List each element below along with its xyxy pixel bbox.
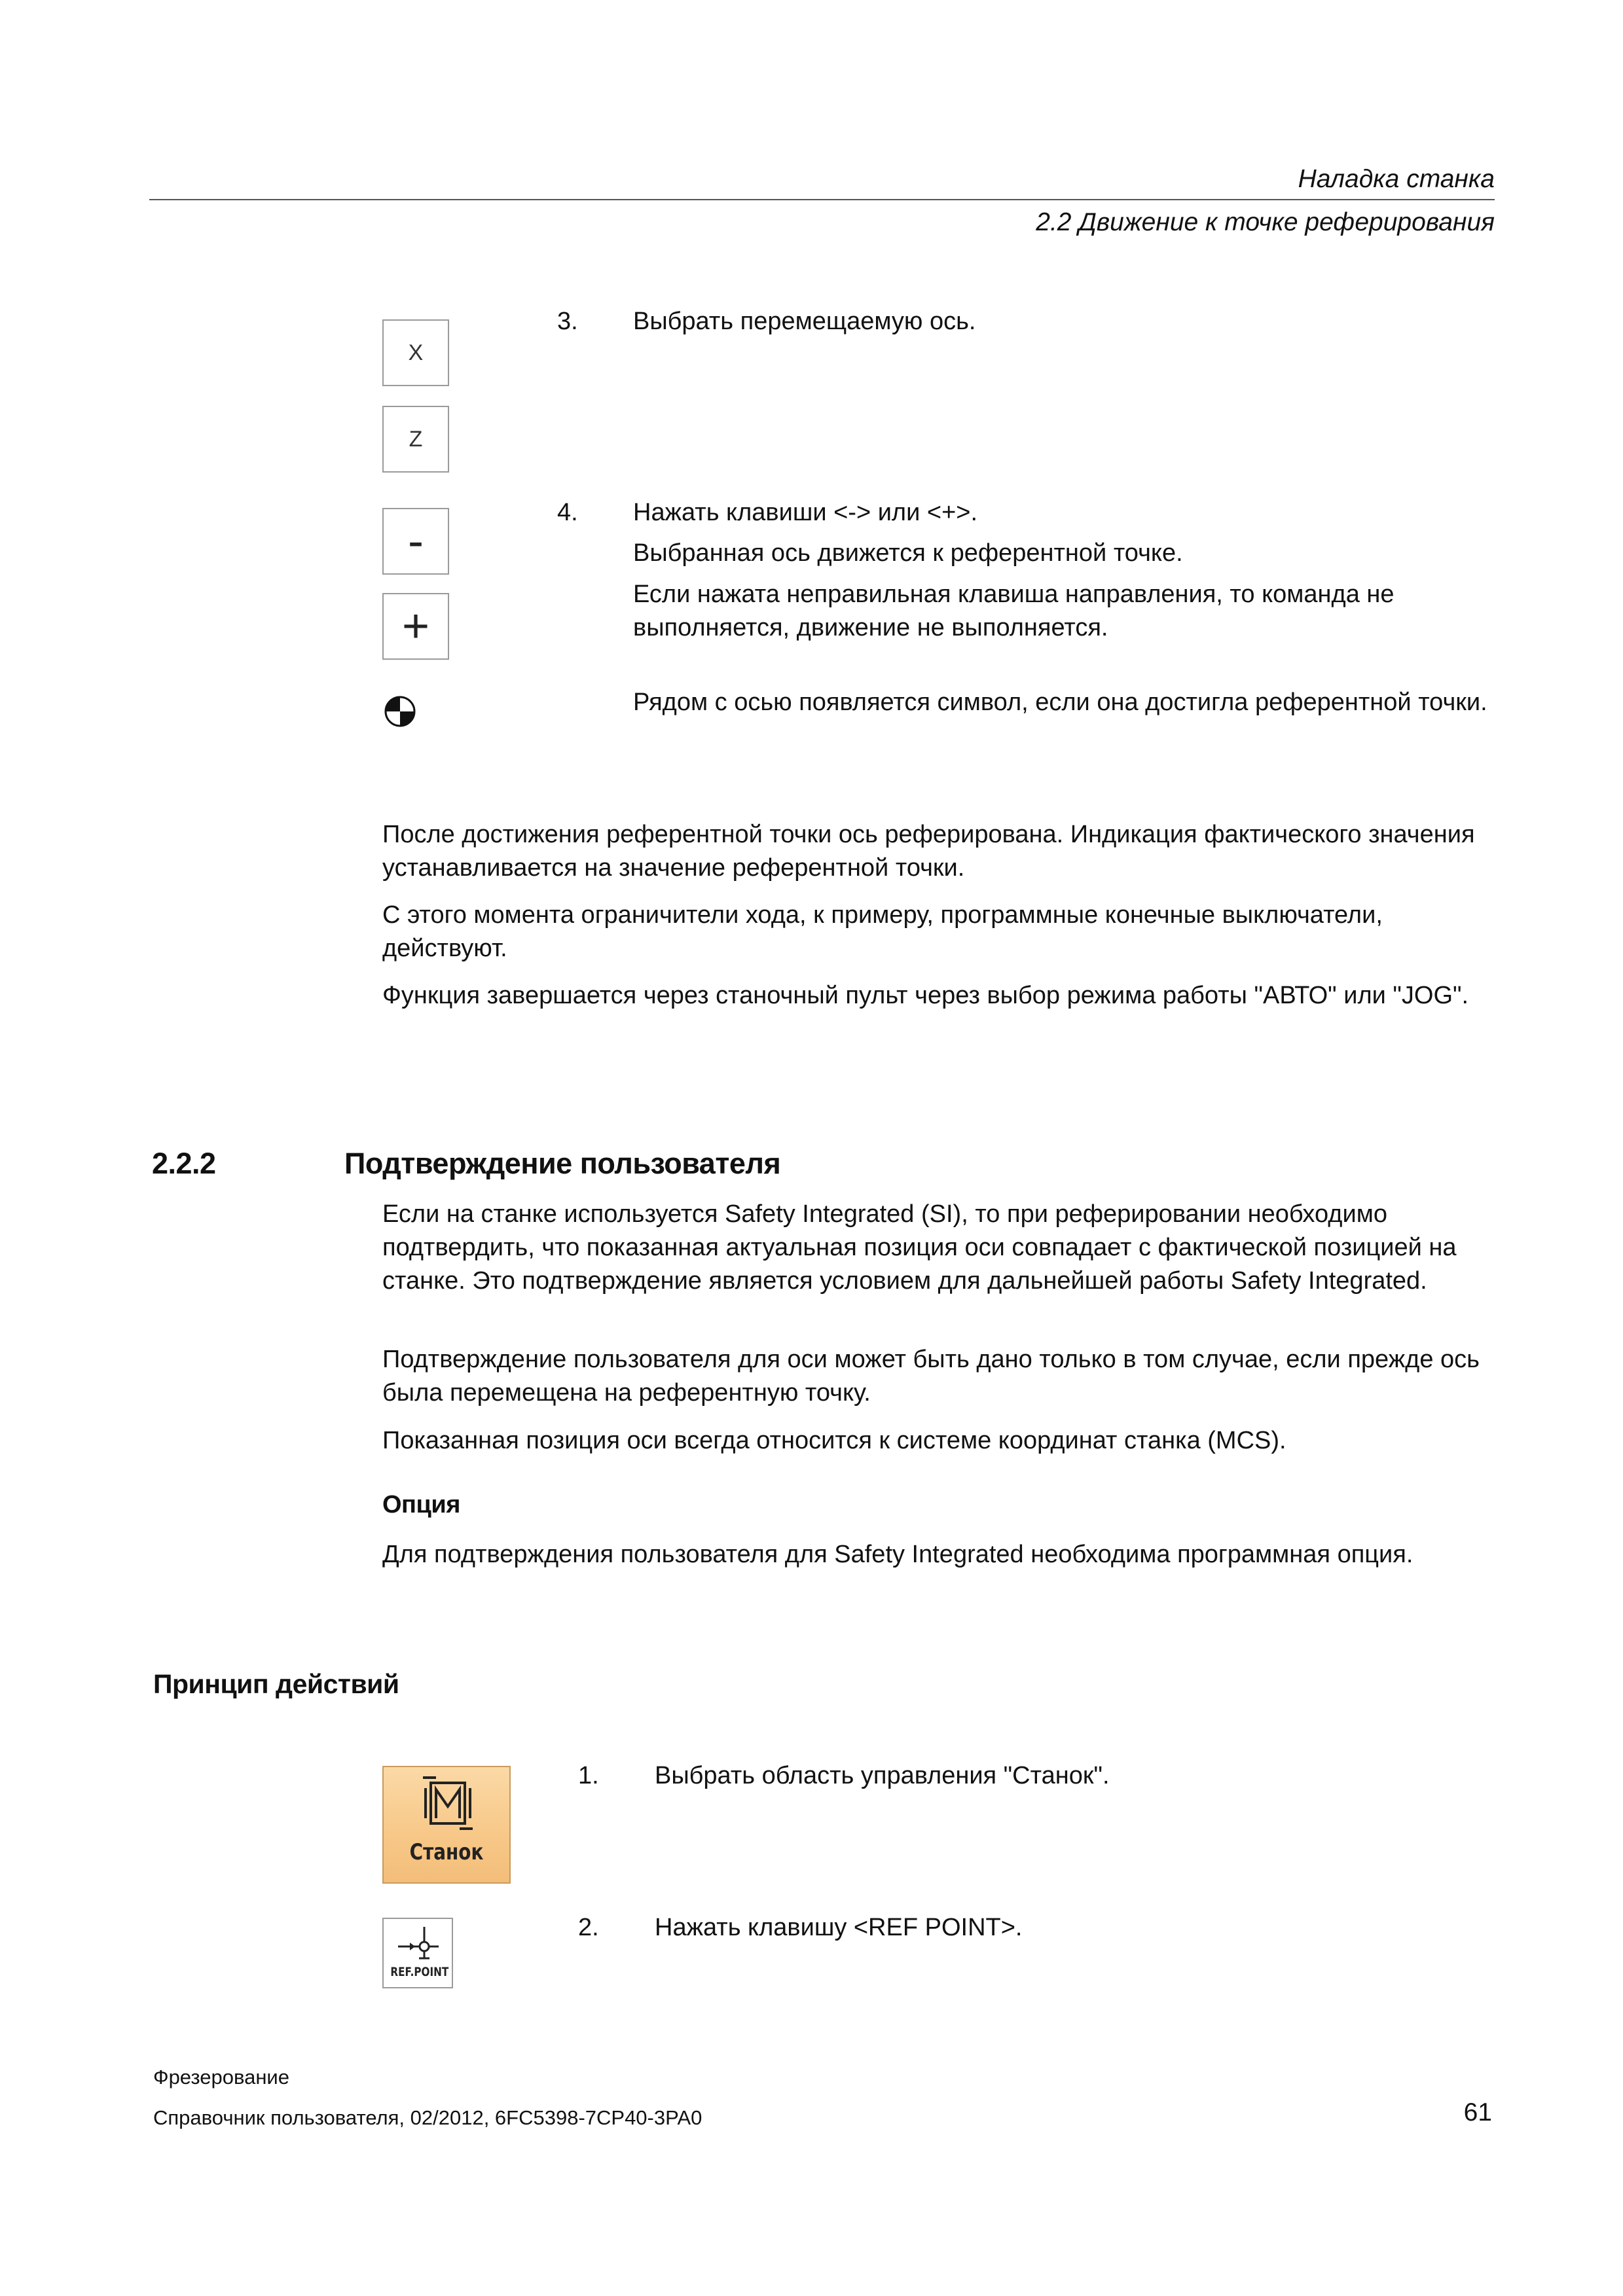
page-number: 61 <box>1463 2098 1492 2126</box>
header-chapter: Наладка станка <box>1298 165 1495 193</box>
option-heading: Опция <box>382 1491 460 1518</box>
footer-manual: Справочник пользователя, 02/2012, 6FC5398-7CP40-3PA0 <box>153 2106 702 2129</box>
section-title: Подтверждение пользователя <box>344 1147 781 1180</box>
machine-softkey[interactable] <box>382 1766 511 1884</box>
step-4-number: 4. <box>557 499 578 526</box>
machine-m-icon <box>423 1775 473 1831</box>
principle-step-1-text: Выбрать область управления "Станок". <box>655 1762 1110 1789</box>
plus-key: + <box>382 593 449 660</box>
step-3-text: Выбрать перемещаемую ось. <box>633 308 976 335</box>
body-paragraph-1: После достижения референтной точки ось реферирована. Индикация фактического значения устанавливается на значение референтной точки. <box>382 821 1475 882</box>
step-4-result: Выбранная ось движется к референтной точке. <box>633 539 1183 567</box>
reference-symbol-note: Рядом с осью появляется символ, если она достигла референтной точки. <box>633 689 1487 716</box>
header-rule <box>149 199 1495 200</box>
minus-key: - <box>382 508 449 575</box>
option-text: Для подтверждения пользователя для Safety Integrated необходима программная опция. <box>382 1541 1413 1568</box>
body-paragraph-3: Функция завершается через станочный пульт через выбор режима работы "АВТО" или "JOG". <box>382 982 1469 1009</box>
reference-point-icon <box>384 695 416 728</box>
section-number: 2.2.2 <box>152 1147 216 1180</box>
machine-softkey-label: Станок <box>409 1839 484 1865</box>
principle-heading: Принцип действий <box>153 1669 399 1699</box>
principle-step-2-number: 2. <box>578 1914 599 1941</box>
principle-step-1-number: 1. <box>578 1762 599 1789</box>
step-4-text: Нажать клавиши <-> или <+>. <box>633 499 978 526</box>
body-paragraph-2: С этого момента ограничители хода, к примеру, программные конечные выключатели, действуют. <box>382 901 1383 962</box>
section-paragraph-2: Подтверждение пользователя для оси может быть дано только в том случае, если прежде ось была перемещена на референтную точку. <box>382 1346 1480 1407</box>
ref-point-key[interactable] <box>382 1918 453 1988</box>
step-3-number: 3. <box>557 308 578 335</box>
ref-point-key-label: REF.POINT <box>390 1965 449 1979</box>
principle-step-2-text: Нажать клавишу <REF POINT>. <box>655 1914 1023 1941</box>
step-4-wrong-direction-note: Если нажата неправильная клавиша направления, то команда не выполняется, движение не выполняется. <box>633 581 1395 641</box>
footer-product: Фрезерование <box>153 2066 289 2089</box>
section-paragraph-3: Показанная позиция оси всегда относится к системе координат станка (MCS). <box>382 1427 1286 1454</box>
ref-point-icon <box>395 1924 441 1964</box>
section-paragraph-1: Если на станке используется Safety Integrated (SI), то при реферировании необходимо подтвердить, что показанная актуальная позиция оси совпадает с фактической позицией на станке. Это подтверждение является условием для дальнейшей работы Safety Integrated. <box>382 1200 1457 1295</box>
z-axis-key: Z <box>382 406 449 473</box>
x-axis-key: X <box>382 319 449 386</box>
header-section: 2.2 Движение к точке реферирования <box>1036 208 1495 236</box>
